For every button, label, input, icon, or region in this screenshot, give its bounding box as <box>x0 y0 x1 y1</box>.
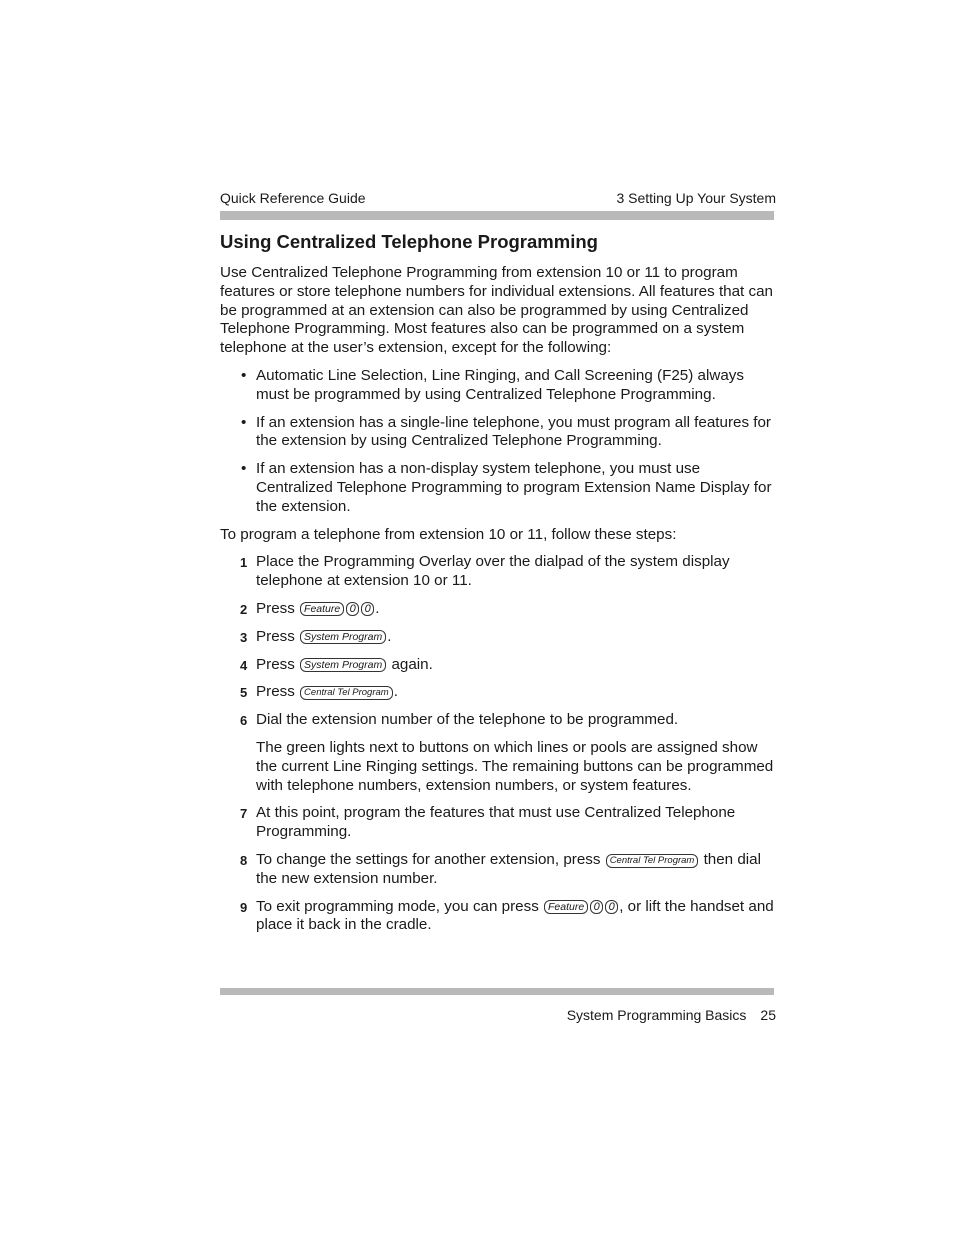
step-3: 3 Press System Program . <box>220 628 774 647</box>
list-item: • If an extension has a single-line telephone, you must program all features for the extension by using Centralized Telephone Programming. <box>241 413 771 450</box>
step-number: 7 <box>240 806 248 822</box>
step-number: 2 <box>240 601 248 617</box>
central-tel-program-key-icon: Central Tel Program <box>300 686 393 700</box>
step-number: 1 <box>240 555 248 571</box>
step-1 <box>220 553 774 591</box>
steps-list <box>220 553 774 935</box>
system-program-key-icon: System Program <box>300 630 386 644</box>
step-number: 9 <box>240 899 248 915</box>
intro-paragraph: Use Centralized Telephone Programming from extension 10 or 11 to program features or store telephone numbers for individual extensions. All features that can be programmed at an extension can also be programmed by using Centralized Telephone Programming. Most features also can be programmed on a system telephone at the user’s extension, except for the following: <box>220 264 773 357</box>
step-number: 4 <box>240 657 248 673</box>
step-8: 8 To change the settings for another extension, press Central Tel Program then dial the new extension number. <box>240 850 761 887</box>
step-note: The green lights next to buttons on which lines or pools are assigned show the current Line Ringing settings. The remaining buttons can be programmed with telephone numbers, extension numbers, or system features. <box>256 738 774 794</box>
step-2: 2 Press Feature 0 0 . <box>220 600 774 619</box>
step-9: 9 To exit programming mode, you can press Feature 0 0 , or lift the handset and place it back in the cradle. <box>240 897 774 934</box>
step-number: 3 <box>240 629 248 645</box>
step-text: At this point, program the features that must use Centralized Telephone Programming. <box>256 804 736 841</box>
step-4: 4 Press System Program again. <box>220 656 774 675</box>
step-5: 5 Press Central Tel Program . <box>220 683 774 702</box>
central-tel-program-key-icon: Central Tel Program <box>606 854 699 868</box>
step-7 <box>220 804 774 842</box>
page-number: 25 <box>760 1007 776 1023</box>
bullet-icon: • <box>241 413 247 431</box>
bullet-icon: • <box>241 366 247 384</box>
bullet-icon: • <box>241 460 247 478</box>
feature-key-icon: Feature <box>544 900 588 914</box>
steps-lead-in: To program a telephone from extension 10 or 11, follow these steps: <box>220 525 677 543</box>
header-guide-title: Quick Reference Guide <box>220 190 366 206</box>
step-number: 5 <box>240 685 248 701</box>
feature-key-icon: Feature <box>300 602 344 616</box>
section-title: Using Centralized Telephone Programming <box>220 231 598 252</box>
section-body <box>220 264 774 944</box>
step-text: Place the Programming Overlay over the dialpad of the system display telephone at extension 10 or 11. <box>256 553 730 590</box>
footer-rule <box>220 988 774 995</box>
list-item: • If an extension has a non-display system telephone, you must use Centralized Telephone Programming to program Extension Name Display for the extension. <box>241 460 772 515</box>
zero-key-icon: 0 <box>590 900 603 914</box>
header-chapter-title: 3 Setting Up Your System <box>616 190 776 206</box>
exceptions-list <box>220 367 774 517</box>
footer-section-title: System Programming Basics <box>566 1007 747 1023</box>
zero-key-icon: 0 <box>361 602 374 616</box>
running-footer <box>567 1007 776 1023</box>
system-program-key-icon: System Program <box>300 658 386 672</box>
step-number: 6 <box>240 713 248 729</box>
zero-key-icon: 0 <box>605 900 618 914</box>
step-text: Dial the extension number of the telephone to be programmed. <box>256 711 679 729</box>
step-number: 8 <box>240 852 248 868</box>
zero-key-icon: 0 <box>346 602 359 616</box>
list-item: • Automatic Line Selection, Line Ringing, and Call Screening (F25) always must be programmed by using Centralized Telephone Programming. <box>241 366 744 403</box>
step-6 <box>220 711 774 795</box>
header-rule <box>220 211 774 220</box>
